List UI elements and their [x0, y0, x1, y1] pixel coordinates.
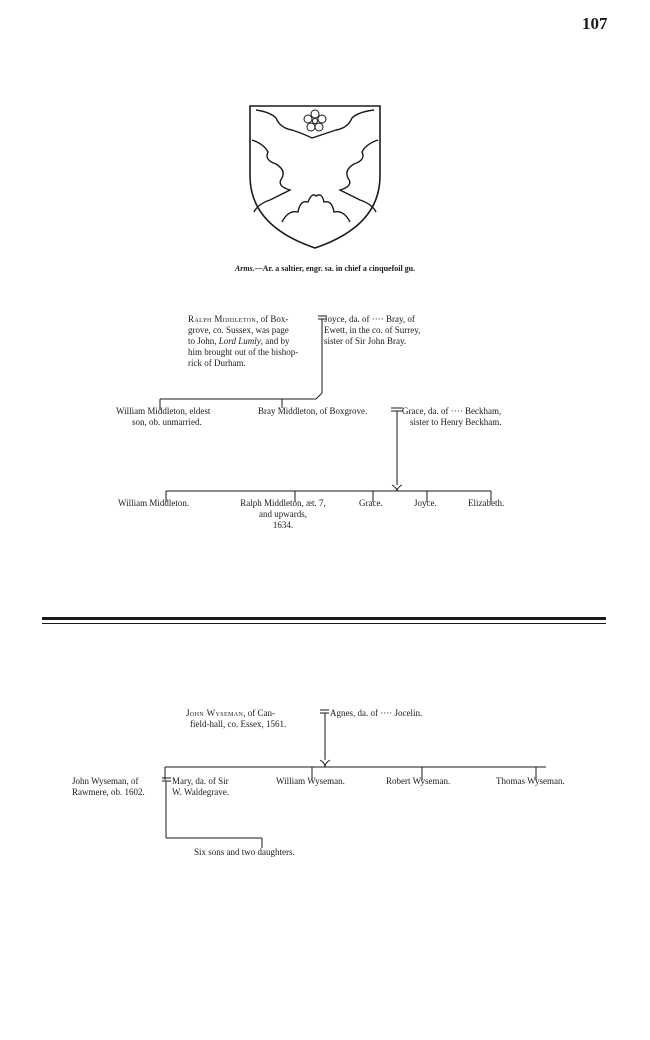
page-number: 107 — [582, 14, 608, 33]
joyce-bray-line-3: sister of Sir John Bray. — [324, 336, 407, 346]
grace-beckham-line-2: sister to Henry Beckham. — [410, 417, 502, 427]
issue-six-sons-two-daughters: Six sons and two daughters. — [194, 847, 295, 857]
child-thomas-wyseman: Thomas Wyseman. — [496, 776, 565, 786]
john-wyseman-line-2: field-hall, co. Essex, 1561. — [190, 719, 287, 729]
bray-middleton: Bray Middleton, of Boxgrove. — [258, 406, 368, 416]
child-william-wyseman: William Wyseman. — [276, 776, 345, 786]
john-wyseman-line-1: John Wyseman, of Can- — [186, 708, 275, 718]
john-wyseman-rawmere-line-1: John Wyseman, of — [72, 776, 139, 786]
joyce-bray-line-2: Ewett, in the co. of Surrey, — [324, 325, 421, 335]
ralph-middleton-line-4: him brought out of the bishop- — [188, 347, 299, 357]
agnes-jocelin: Agnes, da. of ···· Jocelin. — [330, 708, 423, 718]
mary-waldegrave-line-2: W. Waldegrave. — [172, 787, 230, 797]
child-joyce: Joyce. — [414, 498, 437, 508]
william-middleton-eldest-line-2: son, ob. unmarried. — [132, 417, 202, 427]
child-robert-wyseman: Robert Wyseman. — [386, 776, 451, 786]
mary-waldegrave-line-1: Mary, da. of Sir — [172, 776, 229, 786]
grace-beckham-line-1: Grace, da. of ···· Beckham, — [402, 406, 502, 416]
child-ralph-middleton-line-2: and upwards, — [259, 509, 307, 519]
child-ralph-middleton-line-3: 1634. — [272, 520, 294, 530]
child-ralph-middleton-line-1: Ralph Middleton, æt. 7, — [240, 498, 326, 508]
william-middleton-eldest-line-1: William Middleton, eldest — [116, 406, 211, 416]
john-wyseman-name: John Wyseman — [186, 708, 244, 718]
ralph-middleton-line-3: to John, Lord Lumly, and by — [188, 336, 290, 346]
section-divider-thick — [42, 617, 606, 620]
arms-caption-label: Arms. — [234, 264, 255, 273]
child-elizabeth: Elizabeth. — [468, 498, 505, 508]
ralph-middleton-line-5: rick of Durham. — [188, 358, 246, 368]
child-grace: Grace. — [359, 498, 383, 508]
ralph-middleton-line-1: Ralph Middleton, of Box- — [188, 314, 289, 324]
ralph-middleton-line-2: grove, co. Sussex, was page — [188, 325, 289, 335]
arms-caption-text: —Ar. a saltier, engr. sa. in chief a cinquefoil gu. — [254, 264, 416, 273]
section-divider-thin — [42, 623, 606, 624]
child-william-middleton: William Middleton. — [118, 498, 190, 508]
john-wyseman-rawmere-line-2: Rawmere, ob. 1602. — [72, 787, 145, 797]
ralph-middleton-name: Ralph Middleton — [188, 314, 257, 324]
joyce-bray-line-1: Joyce, da. of ···· Bray, of — [324, 314, 415, 324]
